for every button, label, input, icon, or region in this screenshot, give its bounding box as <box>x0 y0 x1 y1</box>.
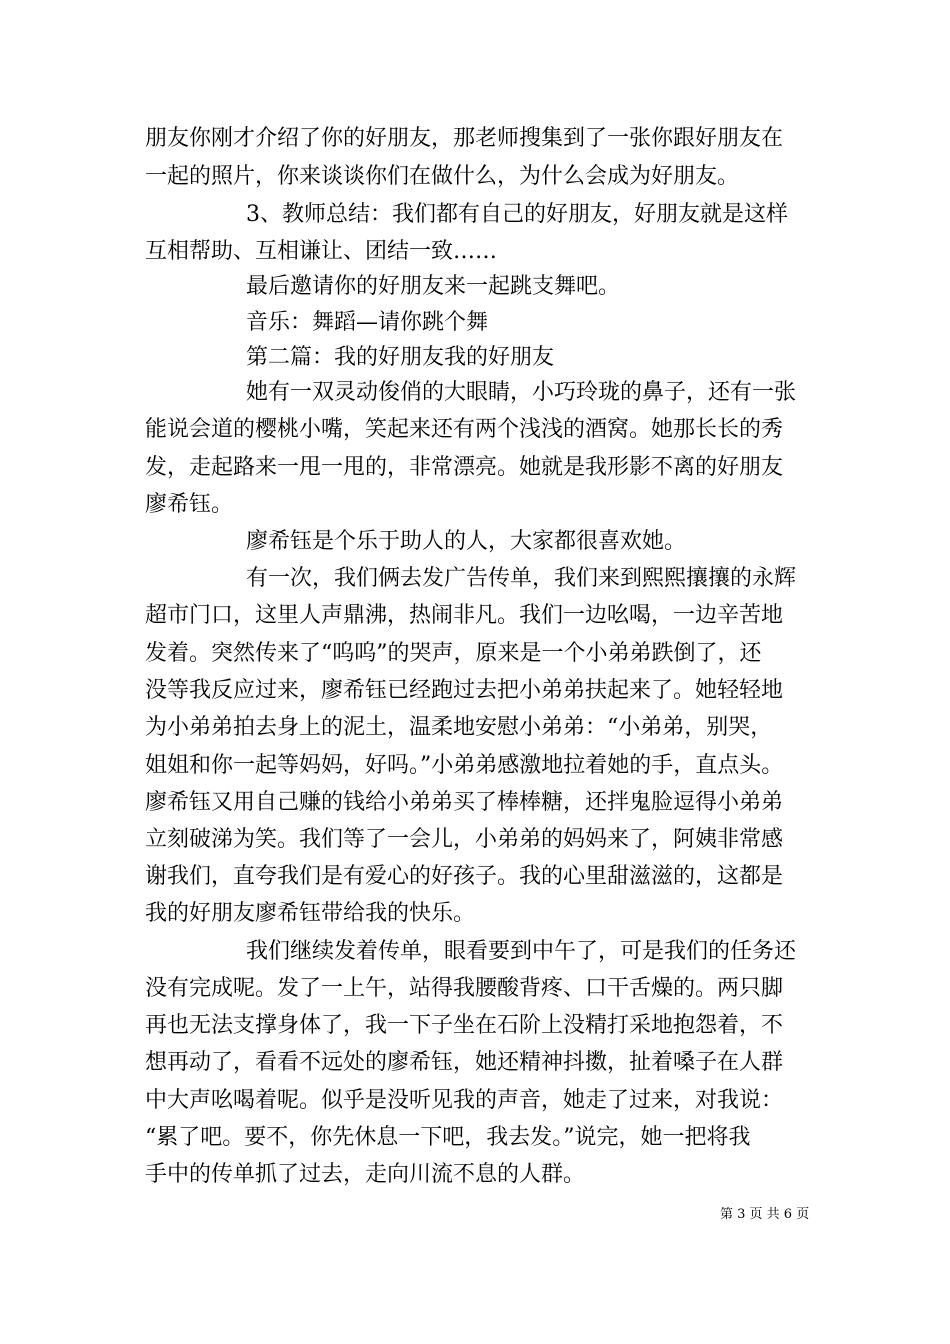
text-line: 想再动了，看看不远处的廖希钰，她还精神抖擞，扯着嗓子在人群 <box>145 1050 784 1075</box>
text-line: 我们继续发着传单，眼看要到中午了，可是我们的任务还 <box>246 939 797 964</box>
text-line: 没等我反应过来，廖希钰已经跑过去把小弟弟扶起来了。她轻轻地 <box>145 678 784 703</box>
page-number: 第 3 页 共 6 页 <box>720 1207 810 1222</box>
text-line: 中大声吆喝着呢。似乎是没听见我的声音，她走了过来，对我说： <box>145 1088 784 1113</box>
text-line: 姐姐和你一起等妈妈，好吗。”小弟弟感激地拉着她的手，直点头。 <box>145 753 784 778</box>
text-line: 廖希钰又用自己赚的钱给小弟弟买了棒棒糖，还拌鬼脸逗得小弟弟 <box>145 790 784 815</box>
text-line: 廖希钰。 <box>145 492 234 517</box>
text-line: 她有一双灵动俊俏的大眼睛，小巧玲珑的鼻子，还有一张 <box>246 380 797 405</box>
text-line: 廖希钰是个乐于助人的人，大家都很喜欢她。 <box>246 529 687 554</box>
text-line: 我的好朋友廖希钰带给我的快乐。 <box>145 901 476 926</box>
text-line: 立刻破涕为笑。我们等了一会儿，小弟弟的妈妈来了，阿姨非常感 <box>145 827 784 852</box>
text-line: 发着。突然传来了“呜呜”的哭声，原来是一个小弟弟跌倒了，还 <box>145 641 762 666</box>
text-line: 一起的照片，你来谈谈你们在做什么，为什么会成为好朋友。 <box>145 164 740 189</box>
text-line: 手中的传单抓了过去，走向川流不息的人群。 <box>145 1162 586 1187</box>
text-line: 谢我们，直夸我们是有爱心的好孩子。我的心里甜滋滋的，这都是 <box>145 864 784 889</box>
text-line: 发，走起路来一甩一甩的，非常漂亮。她就是我形影不离的好朋友 <box>145 455 784 480</box>
text-line: 能说会道的樱桃小嘴，笑起来还有两个浅浅的酒窝。她那长长的秀 <box>145 417 784 442</box>
text-line: 朋友你刚才介绍了你的好朋友，那老师搜集到了一张你跟好朋友在 <box>145 126 784 151</box>
text-line: 有一次，我们俩去发广告传单，我们来到熙熙攘攘的永辉 <box>246 566 797 591</box>
text-line: 最后邀请你的好朋友来一起跳支舞吧。 <box>246 274 621 299</box>
text-line: 3、教师总结：我们都有自己的好朋友，好朋友就是这样 <box>246 202 788 227</box>
text-line: 超市门口，这里人声鼎沸，热闹非凡。我们一边吆喝，一边辛苦地 <box>145 603 784 628</box>
text-line: 再也无法支撑身体了，我一下子坐在石阶上没精打采地抱怨着，不 <box>145 1013 784 1038</box>
text-line: 音乐：舞蹈—请你跳个舞 <box>246 310 489 335</box>
text-line: 互相帮助、互相谦让、团结一致…… <box>145 239 498 264</box>
text-line: “累了吧。要不，你先休息一下吧，我去发。”说完，她一把将我 <box>145 1125 751 1150</box>
text-line: 没有完成呢。发了一上午，站得我腰酸背疼、口干舌燥的。两只脚 <box>145 976 784 1001</box>
section-heading: 第二篇：我的好朋友我的好朋友 <box>246 345 555 370</box>
text-line: 为小弟弟拍去身上的泥土，温柔地安慰小弟弟：“小弟弟，别哭， <box>145 715 773 740</box>
